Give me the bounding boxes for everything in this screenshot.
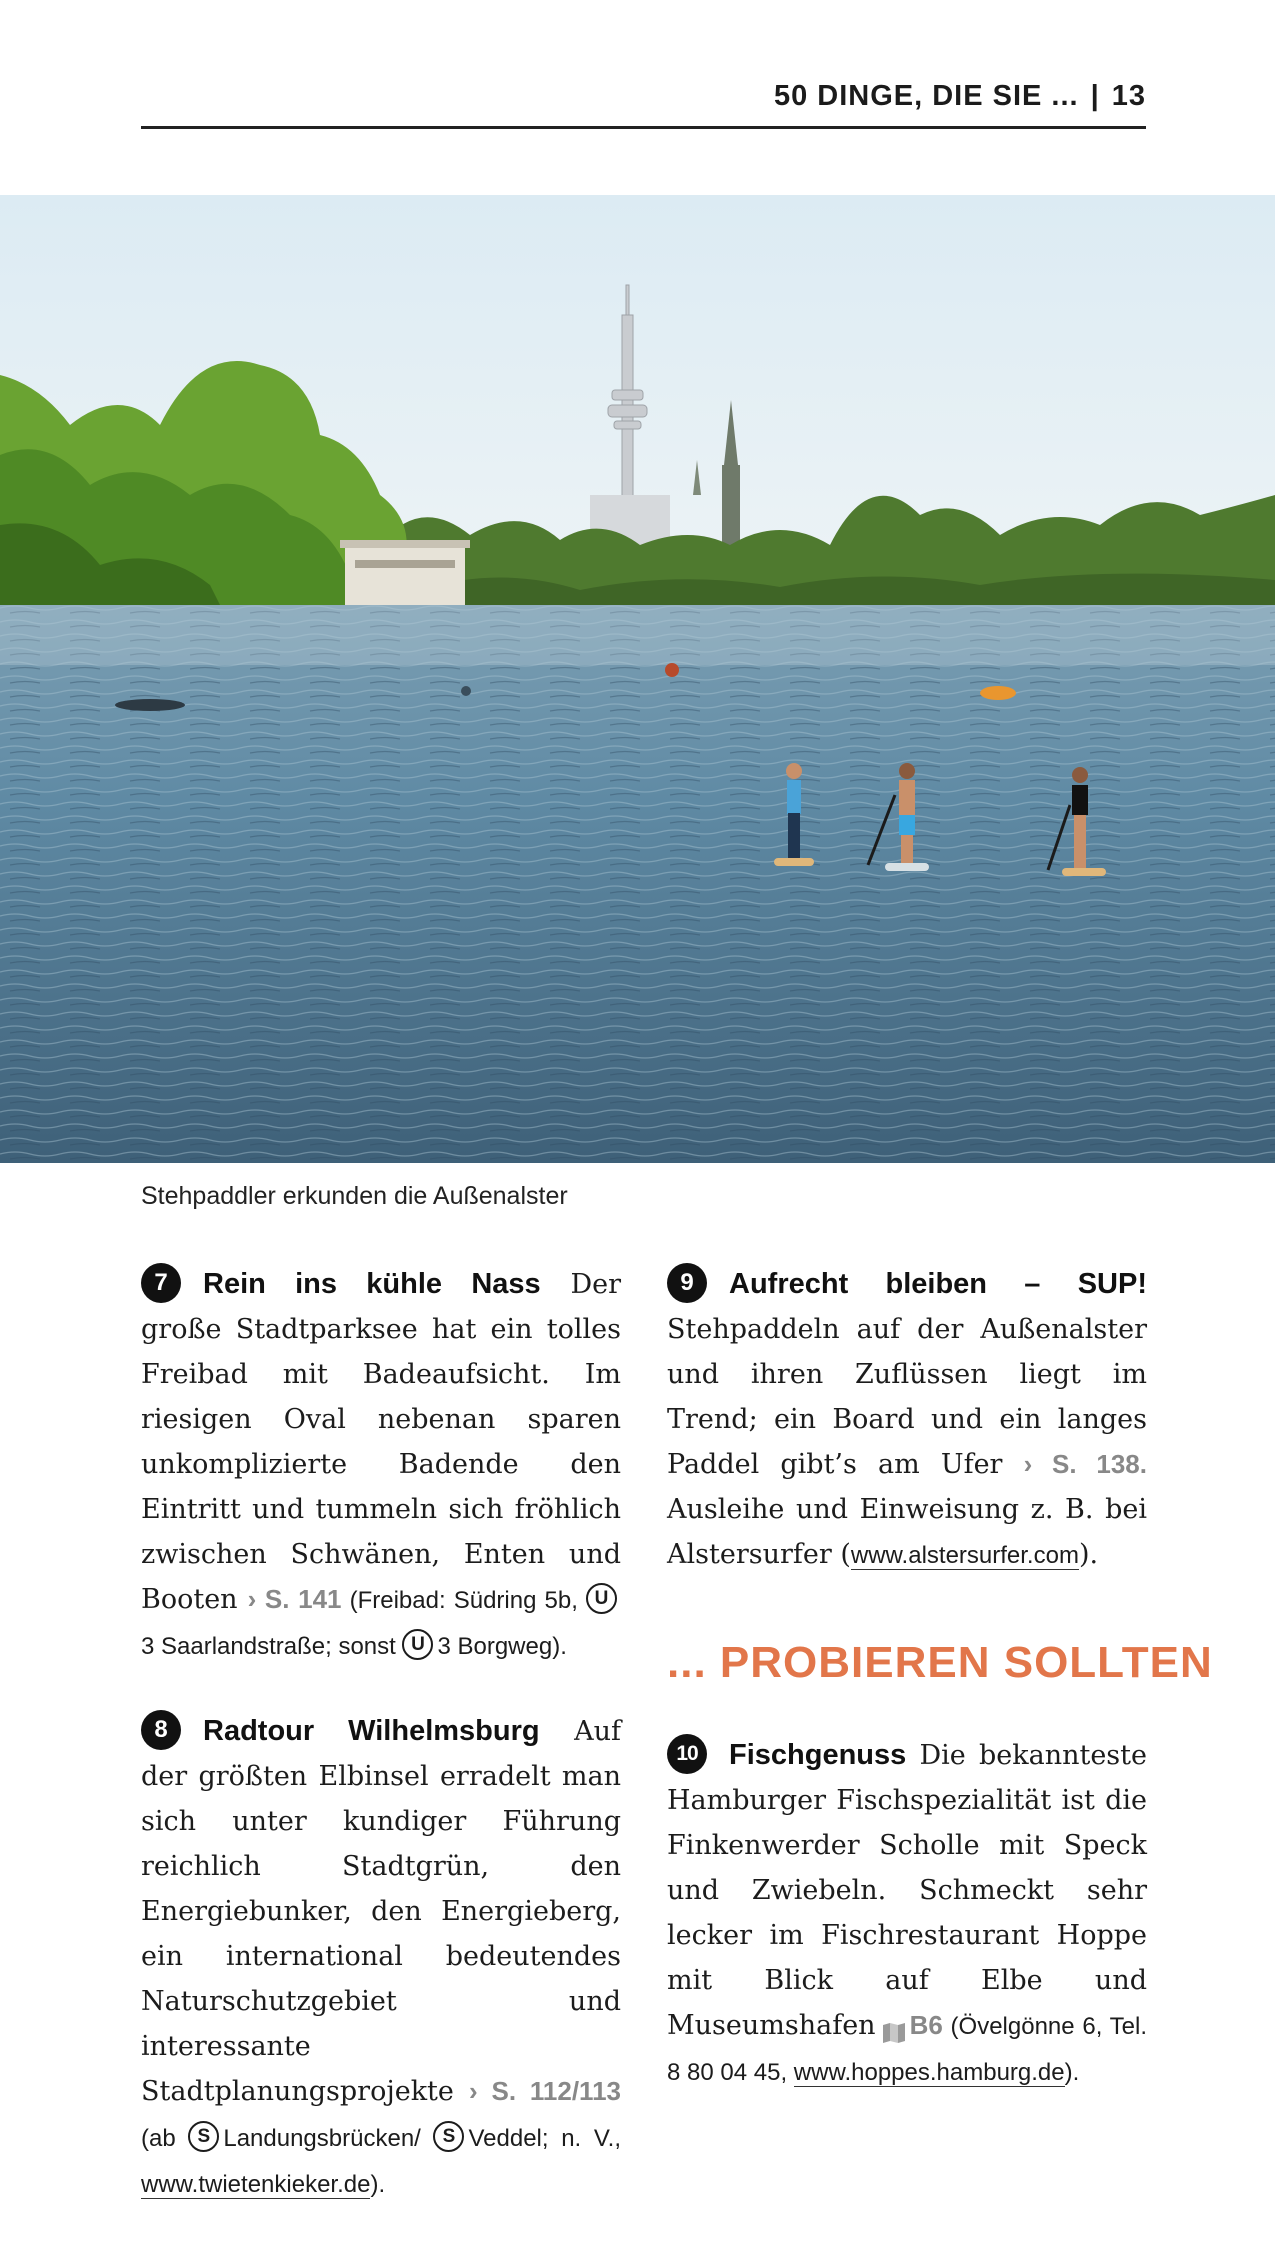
- photo-illustration: [0, 195, 1275, 1163]
- entry-title: Radtour Wilhelmsburg: [203, 1715, 540, 1747]
- entry-info: (ab: [141, 2125, 189, 2152]
- entry-title: Fischgenuss: [729, 1739, 907, 1771]
- entry-number-badge: 9: [667, 1263, 707, 1303]
- page-reference[interactable]: › S. 138.: [1023, 1449, 1147, 1479]
- header-separator: |: [1090, 80, 1100, 112]
- map-reference[interactable]: B6: [909, 2010, 943, 2040]
- page-reference[interactable]: › S. 112/113: [469, 2076, 621, 2106]
- entry-title: Rein ins kühle Nass: [203, 1268, 541, 1300]
- entry-info: 3 Borgweg).: [437, 1633, 567, 1660]
- column-left: [141, 1262, 621, 2207]
- entry-body: Die bekannteste Hamburger Fischspezialität ist die Finkenwerder Scholle mit Speck und Zwiebeln. Schmeckt sehr lecker im Fischrestaurant Hoppe mit Blick auf Elbe und Museumshafen: [667, 1740, 1147, 2041]
- entry-10: [667, 1733, 1147, 2095]
- s-bahn-icon: S: [433, 2121, 464, 2152]
- column-right: [667, 1262, 1213, 2095]
- entry-info: (Freibad: Südring 5b,: [341, 1587, 586, 1614]
- entry-9: [667, 1262, 1147, 1578]
- website-link[interactable]: www.alstersurfer.com: [850, 1542, 1079, 1569]
- website-link[interactable]: www.hoppes.hamburg.de: [793, 2059, 1065, 2086]
- photo-aussenalster: [0, 195, 1275, 1163]
- entry-info: ).: [1064, 2059, 1080, 2086]
- u-bahn-icon: U: [402, 1629, 433, 1660]
- entry-info: Landungsbrücken/: [223, 2125, 434, 2152]
- boathouse: [340, 540, 475, 615]
- entry-number-badge: 7: [141, 1263, 181, 1303]
- entry-info: 3 Saarlandstraße; sonst: [141, 1633, 403, 1660]
- photo-caption: Stehpaddler erkunden die Außenalster: [141, 1182, 568, 1210]
- entry-number-badge: 8: [141, 1710, 181, 1750]
- entry-body: Der große Stadtparksee hat ein tolles Freibad mit Badeaufsicht. Im riesigen Oval nebenan sparen unkomplizierte Badende den Eintritt und tummeln sich fröhlich zwischen Schwänen, Enten und Booten: [141, 1269, 621, 1615]
- page-number: 13: [1111, 80, 1146, 112]
- section-heading: ... PROBIEREN SOLLTEN: [667, 1638, 1213, 1687]
- entry-number-badge: 10: [667, 1734, 707, 1774]
- running-head: [774, 80, 1146, 113]
- running-title: 50 DINGE, DIE SIE ...: [773, 80, 1079, 112]
- running-header: [141, 76, 1146, 129]
- entry-8: [141, 1709, 621, 2207]
- entry-body: ).: [1078, 1539, 1099, 1570]
- entry-body: Stehpaddeln auf der Außenalster und ihren Zuflüssen liegt im Trend; ein Board und ein langes Paddel gibt’s am Ufer: [667, 1314, 1147, 1480]
- website-link[interactable]: www.twietenkieker.de: [141, 2171, 371, 2198]
- entry-title: Aufrecht bleiben – SUP!: [729, 1268, 1147, 1300]
- entry-body: Auf der größten Elbinsel erradelt man sich unter kundiger Führung reichlich Stadtgrün, den Energiebunker, den Energieberg, ein international bedeutendes Naturschutzgebiet und interessante Stadtplanungsprojekte: [141, 1716, 621, 2107]
- entry-info: (Övelgönne 6, Tel. 8 80 04 45,: [667, 2013, 1147, 2086]
- s-bahn-icon: S: [188, 2121, 219, 2152]
- entry-info: Veddel; n. V.,: [468, 2125, 622, 2152]
- map-icon: [882, 2013, 906, 2035]
- page-reference[interactable]: › S. 141: [247, 1584, 342, 1614]
- entry-7: [141, 1262, 621, 1669]
- entry-body: Ausleihe und Einweisung z. B. bei Alstersurfer (: [667, 1494, 1147, 1570]
- entry-info: ).: [370, 2171, 386, 2198]
- u-bahn-icon: U: [586, 1583, 617, 1614]
